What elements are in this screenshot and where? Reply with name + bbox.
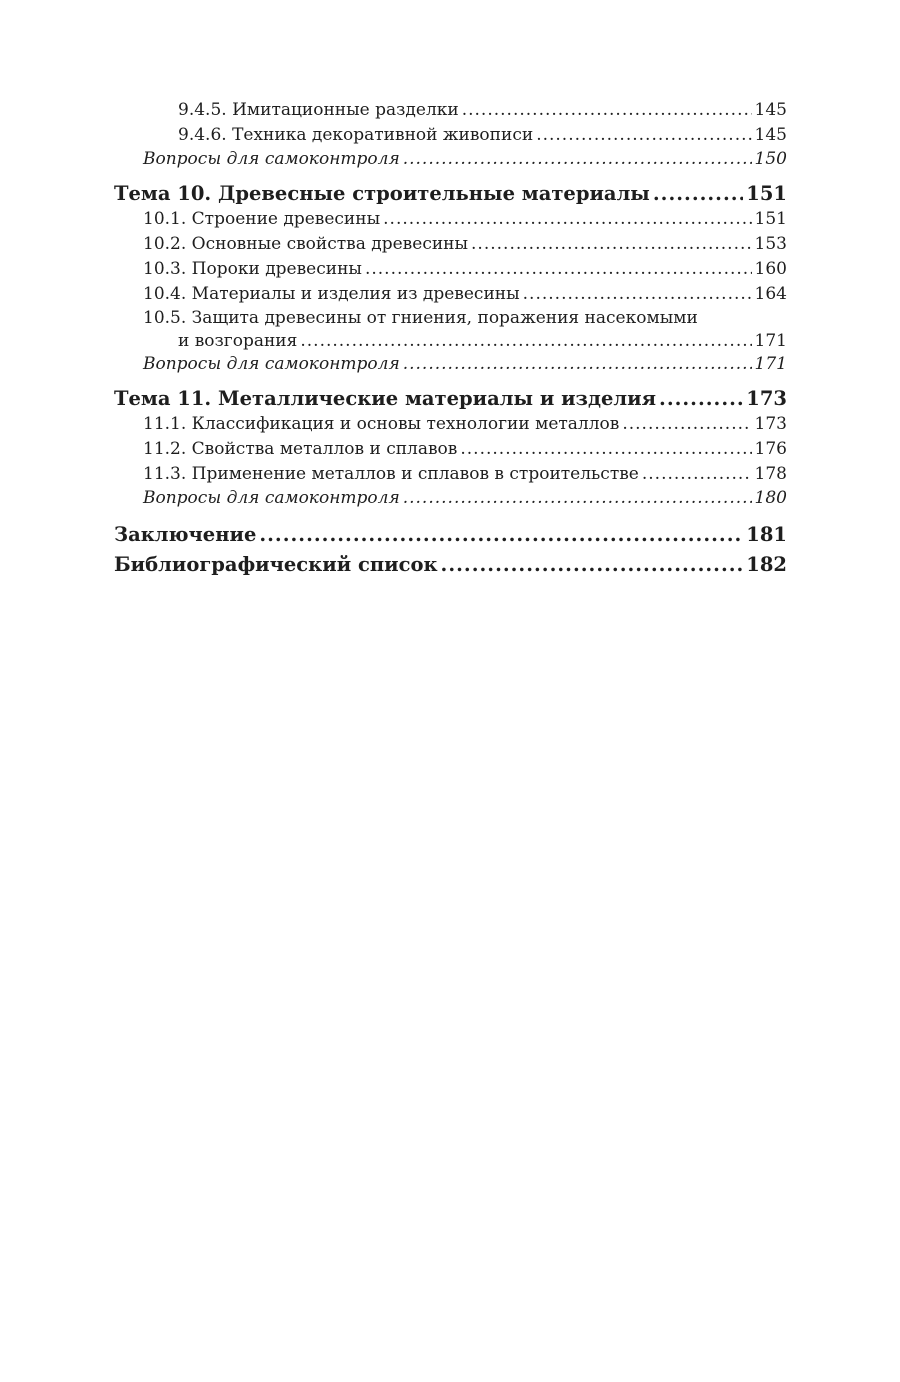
toc-entry-9-4-5 — [114, 98, 787, 123]
dot-leader — [441, 550, 744, 580]
toc-entry-10-1 — [114, 207, 787, 232]
toc-entry-page: 145 — [754, 100, 787, 120]
toc-bibliography — [114, 550, 787, 580]
dot-leader — [403, 487, 752, 510]
dot-leader — [523, 282, 752, 307]
toc-entry-page: 164 — [754, 284, 787, 304]
dot-leader — [259, 520, 743, 550]
toc-topic-title: Тема 11. Металлические материалы и изделия — [114, 387, 657, 410]
toc-entry-title: 10.2. Основные свойства древесины — [143, 234, 469, 254]
toc-entry-title: 10.1. Строение древесины — [143, 209, 381, 229]
toc-entry-continuation — [114, 330, 787, 353]
toc-topic-title: Заключение — [114, 523, 257, 546]
toc-topic-title: Тема 10. Древесные строительные материалы — [114, 182, 650, 205]
dot-leader — [471, 232, 752, 257]
toc-entry-page: 145 — [754, 125, 787, 145]
toc-entry-page: 151 — [754, 209, 787, 229]
toc-entry-title: 11.1. Классификация и основы технологии металлов — [143, 414, 620, 434]
toc-conclusion — [114, 520, 787, 550]
dot-leader — [659, 386, 743, 412]
dot-leader — [642, 462, 752, 487]
toc-topic-10 — [114, 181, 787, 207]
toc-entry-10-2 — [114, 232, 787, 257]
toc-entry-10-4 — [114, 282, 787, 307]
dot-leader — [383, 207, 751, 232]
toc-entry-title: 11.3. Применение металлов и сплавов в строительстве — [143, 464, 639, 484]
toc-entry-page: 171 — [754, 331, 787, 351]
dot-leader — [300, 330, 751, 353]
toc-entry-title: 10.3. Пороки древесины — [143, 259, 362, 279]
toc-entry-title: Вопросы для самоконтроля — [143, 354, 400, 374]
dot-leader — [403, 353, 752, 376]
toc-topic-11 — [114, 386, 787, 412]
toc-topic-page: 151 — [746, 182, 787, 205]
toc-entry-title: 11.2. Свойства металлов и сплавов — [143, 439, 458, 459]
toc-entry-title: 10.5. Защита древесины от гниения, поражения насекомыми — [143, 308, 698, 328]
toc-entry-questions-9 — [114, 148, 787, 171]
toc-entry-10-5 — [114, 307, 787, 353]
toc-topic-page: 173 — [746, 387, 787, 410]
toc-entry-title-cont: и возгорания — [178, 331, 298, 351]
toc-entry-page: 160 — [754, 259, 787, 279]
toc-entry-title: Вопросы для самоконтроля — [143, 149, 400, 169]
dot-leader — [653, 181, 743, 207]
toc-entry-page: 176 — [754, 439, 787, 459]
toc-topic-page: 181 — [746, 523, 787, 546]
toc-entry-page: 180 — [754, 488, 787, 508]
toc-entry-title: 9.4.5. Имитационные разделки — [178, 100, 459, 120]
toc-entry-page: 150 — [754, 149, 787, 169]
toc-topic-title: Библиографический список — [114, 553, 438, 576]
dot-leader — [536, 123, 751, 148]
toc-entry-10-3 — [114, 257, 787, 282]
toc-entry-11-3 — [114, 462, 787, 487]
toc-entry-page: 171 — [754, 354, 787, 374]
toc-entry-questions-10 — [114, 353, 787, 376]
dot-leader — [622, 412, 751, 437]
toc-entry-9-4-6 — [114, 123, 787, 148]
toc-entry-page: 173 — [754, 414, 787, 434]
toc-entry-title: 9.4.6. Техника декоративной живописи — [178, 125, 534, 145]
toc-entry-title: 10.4. Материалы и изделия из древесины — [143, 284, 520, 304]
toc-entry-page: 178 — [754, 464, 787, 484]
toc-entry-title: Вопросы для самоконтроля — [143, 488, 400, 508]
dot-leader — [365, 257, 752, 282]
toc-entry-11-1 — [114, 412, 787, 437]
toc-entry-questions-11 — [114, 487, 787, 510]
table-of-contents — [114, 98, 787, 580]
dot-leader — [462, 98, 752, 123]
toc-entry-page: 153 — [754, 234, 787, 254]
toc-entry-11-2 — [114, 437, 787, 462]
dot-leader — [403, 148, 752, 171]
dot-leader — [460, 437, 751, 462]
toc-topic-page: 182 — [746, 553, 787, 576]
